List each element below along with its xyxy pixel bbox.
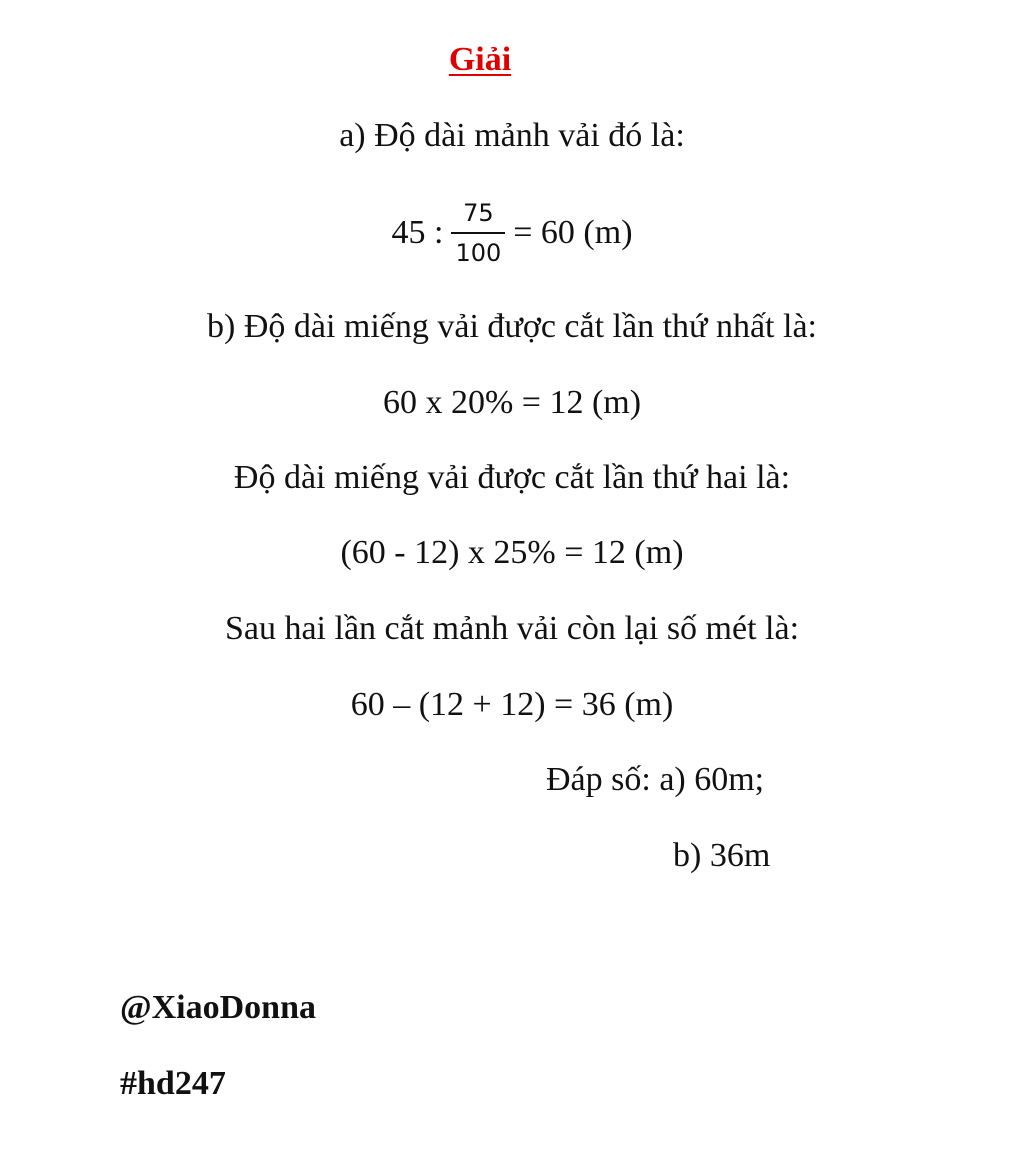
author-handle: @XiaoDonna [120,989,316,1026]
solution-title: Giải [448,41,512,78]
part-b-calc-remain: 60 – (12 + 12) = 36 (m) [350,686,674,723]
calc-left: 45 : [391,214,444,251]
fraction-numerator: 75 [463,199,494,227]
answer-line-b: b) 36m [673,837,771,874]
answer-line-a: Đáp số: a) 60m; [546,761,765,798]
part-b-second-intro: Độ dài miếng vải được cắt lần thứ hai là: [233,459,791,496]
part-a-calculation [0,190,1024,276]
hashtag: #hd247 [120,1065,226,1102]
fraction [451,198,505,268]
part-b-calc-second: (60 - 12) x 25% = 12 (m) [340,534,684,571]
part-b-remain-intro: Sau hai lần cắt mảnh vải còn lại số mét là: [224,610,800,647]
fraction-denominator: 100 [451,232,505,268]
part-a-intro: a) Độ dài mảnh vải đó là: [339,117,685,154]
calc-right: = 60 (m) [513,214,633,251]
part-b-intro: b) Độ dài miếng vải được cắt lần thứ nhất là: [207,308,817,345]
part-b-calc-first: 60 x 20% = 12 (m) [382,384,642,421]
